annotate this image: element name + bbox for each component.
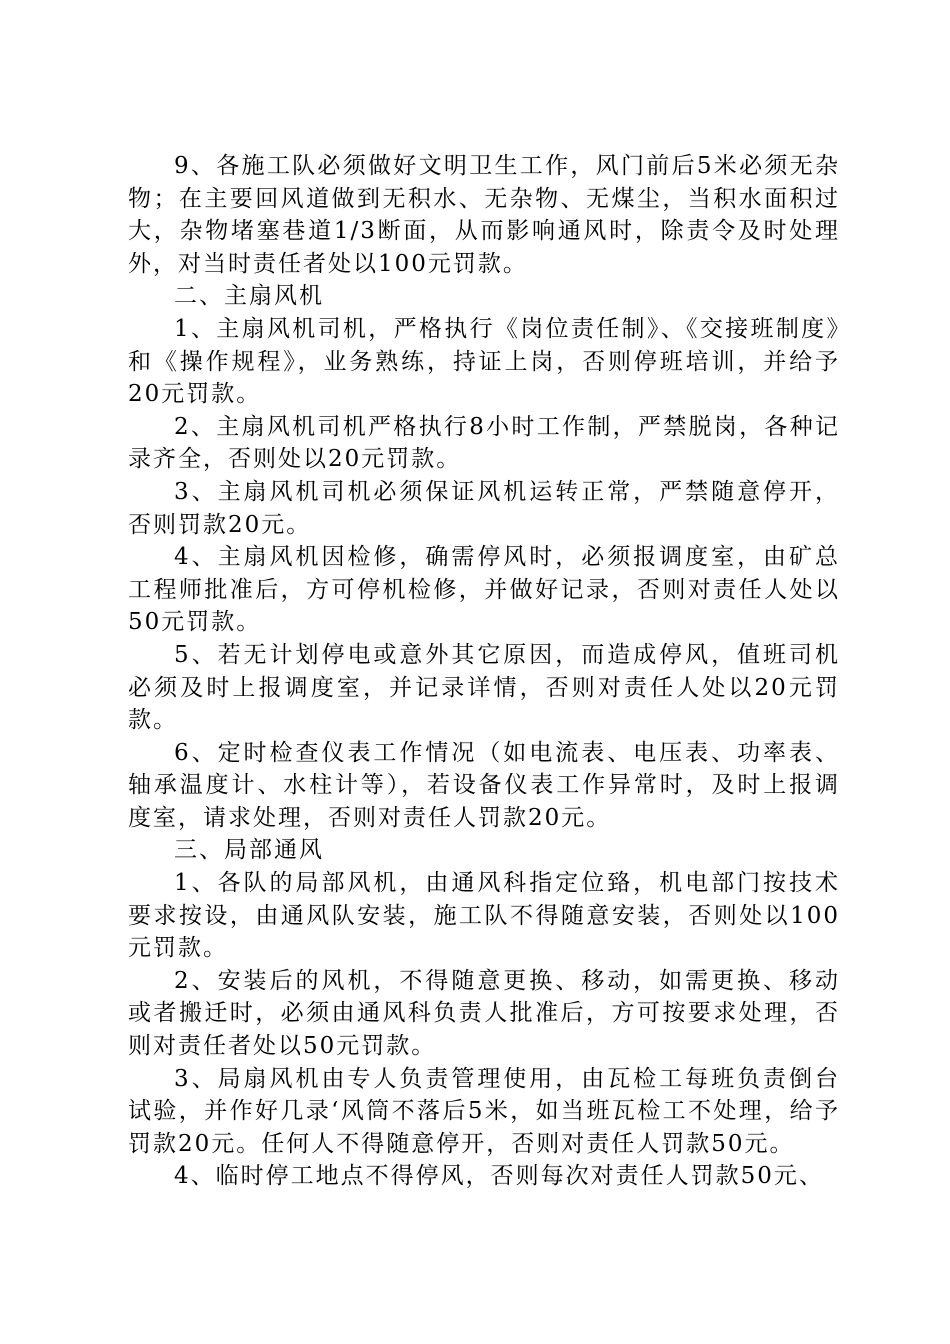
section-2-item-4: 4、主扇风机因检修，确需停风时，必须报调度室，由矿总工程师批准后，方可停机检修，并做好记录，否则对责任人处以50元罚款。: [128, 544, 840, 636]
section-3-item-2: 2、安装后的风机，不得随意更换、移动，如需更换、移动或者搬迁时，必须由通风科负责人批准后，方可按要求处理，否则对责任者处以50元罚款。: [128, 967, 840, 1060]
section-2-item-6: 6、定时检查仪表工作情况（如电流表、电压表、功率表、轴承温度计、水柱计等），若设备仪表工作异常时，及时上报调度室，请求处理，否则对责任人罚款20元。: [128, 739, 840, 831]
document-body: [128, 150, 840, 1193]
section-3-item-4: 4、临时停工地点不得停风，否则每次对责任人罚款50元、: [174, 1163, 824, 1190]
section-2-heading: 二、主扇风机: [174, 283, 324, 310]
section-3-item-3: 3、局扇风机由专人负责管理使用，由瓦检工每班负责倒台试验，并作好几录‘风筒不落后5米，如当班瓦检工不处理，给予罚款20元。任何人不得随意停开，否则对责任人罚款50元。: [128, 1065, 840, 1157]
section-2-item-1: 1、主扇风机司机，严格执行《岗位责任制》、《交接班制度》和《操作规程》，业务熟练，持证上岗，否则停班培训，并给予20元罚款。: [128, 315, 840, 408]
section-3-heading: 三、局部通风: [174, 837, 324, 864]
section-2-item-3: 3、主扇风机司机必须保证风机运转正常，严禁随意停开，否则罚款20元。: [128, 478, 840, 538]
section-2-item-2: 2、主扇风机司机严格执行8小时工作制，严禁脱岗，各种记录齐全，否则处以20元罚款。: [128, 413, 840, 473]
section-3-item-1: 1、各队的局部风机，由通风科指定位臵，机电部门按技术要求按设，由通风队安装，施工队不得随意安装，否则处以100元罚款。: [128, 870, 840, 962]
section-2-item-5: 5、若无计划停电或意外其它原因，而造成停风，值班司机必须及时上报调度室，并记录详情，否则对责任人处以20元罚款。: [128, 641, 840, 734]
item-9-sanitation: 9、各施工队必须做好文明卫生工作，风门前后5米必须无杂物；在主要回风道做到无积水、无杂物、无煤尘，当积水面积过大，杂物堵塞巷道1/3断面，从而影响通风时，除责令及时处理外，对当时责任者处以100元罚款。: [128, 153, 840, 277]
